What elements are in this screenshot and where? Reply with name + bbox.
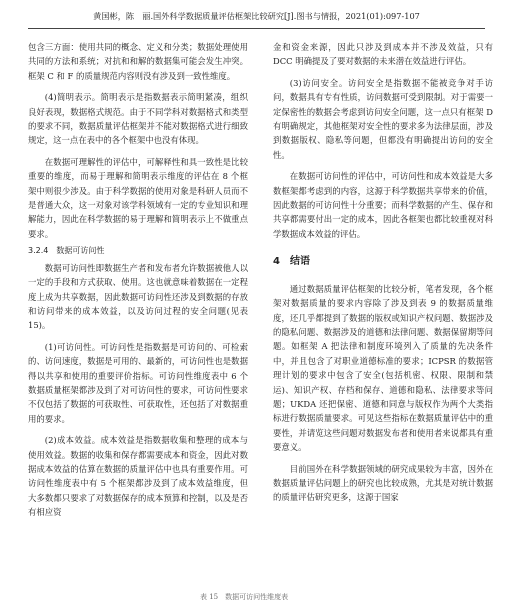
paragraph: (4)简明表示。简明表示是指数据表示简明紧凑，组织良好表现，数据格式规范。由于不同学科对数据格式和类型的要求不同，数据质量评估框架并不能对数据格式进行细致规定，这一点在表中的各个框架中也没有体现。 (28, 92, 248, 146)
section-number: 4 (273, 256, 280, 268)
paragraph: 在数据可理解性的评估中，可解释性和具一致性是比较重要的维度，而易于理解和简明表示维度的评估在 8 个框架中则很少涉及。由于科学数据的使用对象是科研人员而不是普通大众，这一对象对该学科领域有一定的专业知识和理解能力，因此在科学数据的易于理解和简明表示上不做重点要求。 (28, 156, 248, 239)
subsection-heading: 3.2.4 数据可访问性 (28, 246, 105, 256)
table-caption-partial: 表 15 数据可访问性维度表 (200, 593, 289, 601)
section-heading (273, 255, 493, 269)
paragraph: (2)成本效益。成本效益是指数据收集和整理的成本与使用效益。数据的收集和保存都需要成本和资金，因此对数据成本效益的估算在数据的质量评估中也具有重要作用。可访问性维度表中有 5 个框架都涉及到了成本效益维度，但大多数都只要求了对数据保存的成本预算和控制，以及是否有相应资 (28, 435, 248, 518)
paragraph: 数据可访问性即数据生产者和发布者允许数据被他人以一定的手段和方式获取、使用。这也就意味着数据在一定程度上成为共享数据，因此数据可访问性还涉及到数据的存放和访问带来的成本效益，以及访问过程的安全问题(见表 15)。 (28, 262, 248, 331)
paragraph: (3)访问安全。访问安全是指数据不能被竞争对手访问，数据具有专有性质，访问数据可受到限制。对于需要一定保密性的数据会考虑到访问安全问题，这一点只有框架 D 有明确规定，其他框架对安全性的要求多为法律层面，涉及到数据版权、隐私等问题，但都没有明确提出访问的安全性。 (273, 77, 493, 160)
paragraph: 金和资金来源，因此只涉及到成本并不涉及效益，只有 DCC 明确提及了要对数据的未来潜在效益进行评估。 (273, 42, 493, 67)
paragraph: 在数据可访问性的评估中，可访问性和成本效益是大多数框架都考虑到的内容，这源于科学数据共享带来的价值，因此数据的可访问性十分重要；而科学数据的产生、保存和共享都需要付出一定的成本，因此各框架也都比较重视对科学数据成本效益的评估。 (273, 171, 493, 239)
paragraph: 包含三方面：使用共同的概念、定义和分类；数据处理使用共同的方法和系统；对抗和和解的数据集可能会发生冲突。框架 C 和 F 的质量规范内容则没有涉及到一致性维度。 (28, 42, 248, 81)
paragraph: (1)可访问性。可访问性是指数据是可访问的、可检索的、访问速度，数据是可用的、最新的，可访问性也是数据得以共享和使用的重要评价指标。可访问性维度表中 6 个数据质量框架都涉及到了对可访问性的要求，可访问性要求不仅包括了数据的可获取性、可获取性，还包括了对数据重用的要求。 (28, 341, 248, 424)
section-title: 结语 (289, 256, 310, 268)
paragraph: 目前国外在科学数据领域的研究成果较为丰富，因外在数据质量评估问题上的研究也比较成熟，尤其是对统计数据的质量评估研究更多，这源于国家 (273, 463, 493, 503)
left-column (28, 40, 248, 520)
running-header: 黄国彬，陈 丽.国外科学数据质量评估框架比较研究[J].图书与情报，2021(01):097-107 (28, 6, 485, 29)
paragraph: 通过数据质量评估框架的比较分析，笔者发现，各个框架对数据质量的要求内容除了涉及到表 9 的数据质量维度，还几乎都提到了数据的版权或知识产权问题、数据涉及的隐私问题、数据涉及的道德和法律问题、数据保留期等问题。如框架 A 把法律和制度环境列入了质量的先决条件中，并且包含了对职业道德标准的要求；ICPSR 的数据管理计划的要求中包含了安全(包括机密、权限、限制和禁运)、知识产权、存档和保存、道德和隐私、法律要求等问题；UKDA 还把保密、道德和同意与版权作为两个大类指标进行数据质量要求。可见这些指标在数据质量评估中的重要性，并请览这些问题对数据发布者和使用者来说都具有重要意义。 (273, 283, 493, 453)
right-column (273, 40, 493, 505)
